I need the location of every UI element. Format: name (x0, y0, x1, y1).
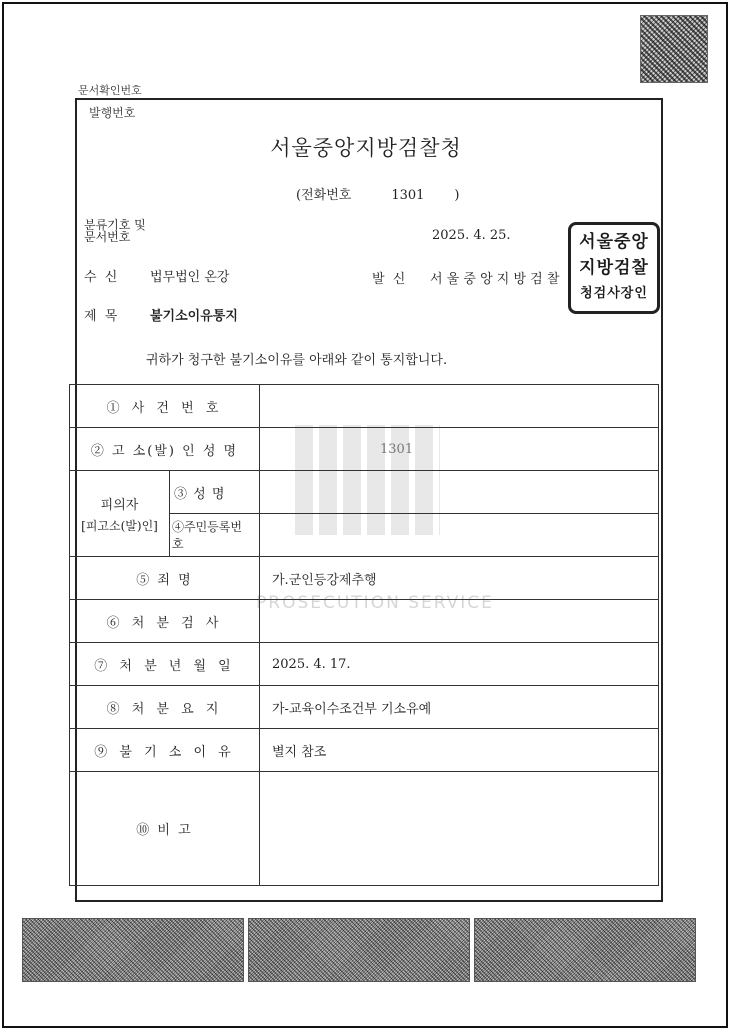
phone-number: 1301 (391, 188, 425, 203)
subject-label: 제 목 (84, 309, 120, 324)
remarks-value (260, 772, 659, 886)
table-row-reason (70, 729, 659, 772)
phone-label: (전화번호 (296, 188, 352, 203)
sender-value: 서 울 중 앙 지 방 검 찰 (430, 272, 560, 287)
doc-date: 2025. 4. 25. (432, 228, 511, 243)
issue-no-label: 발행번호 (89, 106, 136, 120)
watermark-text: PROSECUTION SERVICE (256, 593, 494, 613)
prosecutor-value (260, 600, 659, 643)
remarks-label: ⑩ 비 고 (70, 772, 260, 886)
barcode-strip-2 (248, 918, 470, 982)
suspect-id-label: ④주민등록번호 (170, 514, 260, 557)
table-row-suspect-name (70, 471, 659, 514)
seal-row-3: 청검사장인 (580, 286, 648, 301)
disposal-summary-label: ⑧ 처 분 요 지 (70, 686, 260, 729)
table-row-disposal-date (70, 643, 659, 686)
disposal-date-value: 2025. 4. 17. (260, 643, 659, 686)
seal-row-1: 서울중앙 (579, 232, 649, 252)
suspect-id-value (260, 514, 659, 557)
sender-label: 발 신 (372, 272, 408, 287)
disposal-date-label: ⑦ 처 분 년 월 일 (70, 643, 260, 686)
suspect-group-line2: [피고소(발)인] (81, 518, 158, 533)
recipient-label: 수 신 (84, 270, 120, 285)
table-row-charge (70, 557, 659, 600)
notice-text: 귀하가 청구한 불기소이유를 아래와 같이 통지합니다. (146, 353, 448, 368)
suspect-name-value (260, 471, 659, 514)
phone-close: ) (454, 188, 460, 203)
qr-code (640, 15, 708, 83)
subject-value: 불기소이유통지 (150, 309, 238, 324)
barcode-strip-3 (474, 918, 696, 982)
table-row-prosecutor (70, 600, 659, 643)
barcode-strip-1 (22, 918, 244, 982)
case-no-label: ① 사 건 번 호 (70, 385, 260, 428)
charge-label: ⑤ 죄 명 (70, 557, 260, 600)
case-no-value (260, 385, 659, 428)
official-seal (568, 222, 660, 314)
reason-label: ⑨ 불 기 소 이 유 (70, 729, 260, 772)
table-row-remarks (70, 772, 659, 886)
class-label: 분류기호 및 문서번호 (84, 218, 146, 244)
table-row-complainant (70, 428, 659, 471)
page-title: 서울중앙지방검찰청 (270, 136, 462, 160)
table-row-case-no (70, 385, 659, 428)
reason-value: 별지 참조 (260, 729, 659, 772)
table-row-disposal-summary (70, 686, 659, 729)
suspect-name-label: ③ 성 명 (170, 471, 260, 514)
doc-confirm-label: 문서확인번호 (78, 84, 142, 97)
charge-value: 가.군인등강제추행 (260, 557, 659, 600)
suspect-group-label (70, 471, 170, 557)
info-table (69, 384, 659, 886)
complainant-value: 1301 (260, 428, 659, 471)
recipient-value: 법무법인 온강 (150, 270, 230, 285)
phone-line (296, 184, 459, 203)
complainant-label: ② 고 소(발) 인 성 명 (70, 428, 260, 471)
suspect-group-line1: 피의자 (100, 497, 139, 513)
prosecutor-label: ⑥ 처 분 검 사 (70, 600, 260, 643)
seal-row-2: 지방검찰 (579, 258, 649, 278)
disposal-summary-value: 가-교육이수조건부 기소유예 (260, 686, 659, 729)
